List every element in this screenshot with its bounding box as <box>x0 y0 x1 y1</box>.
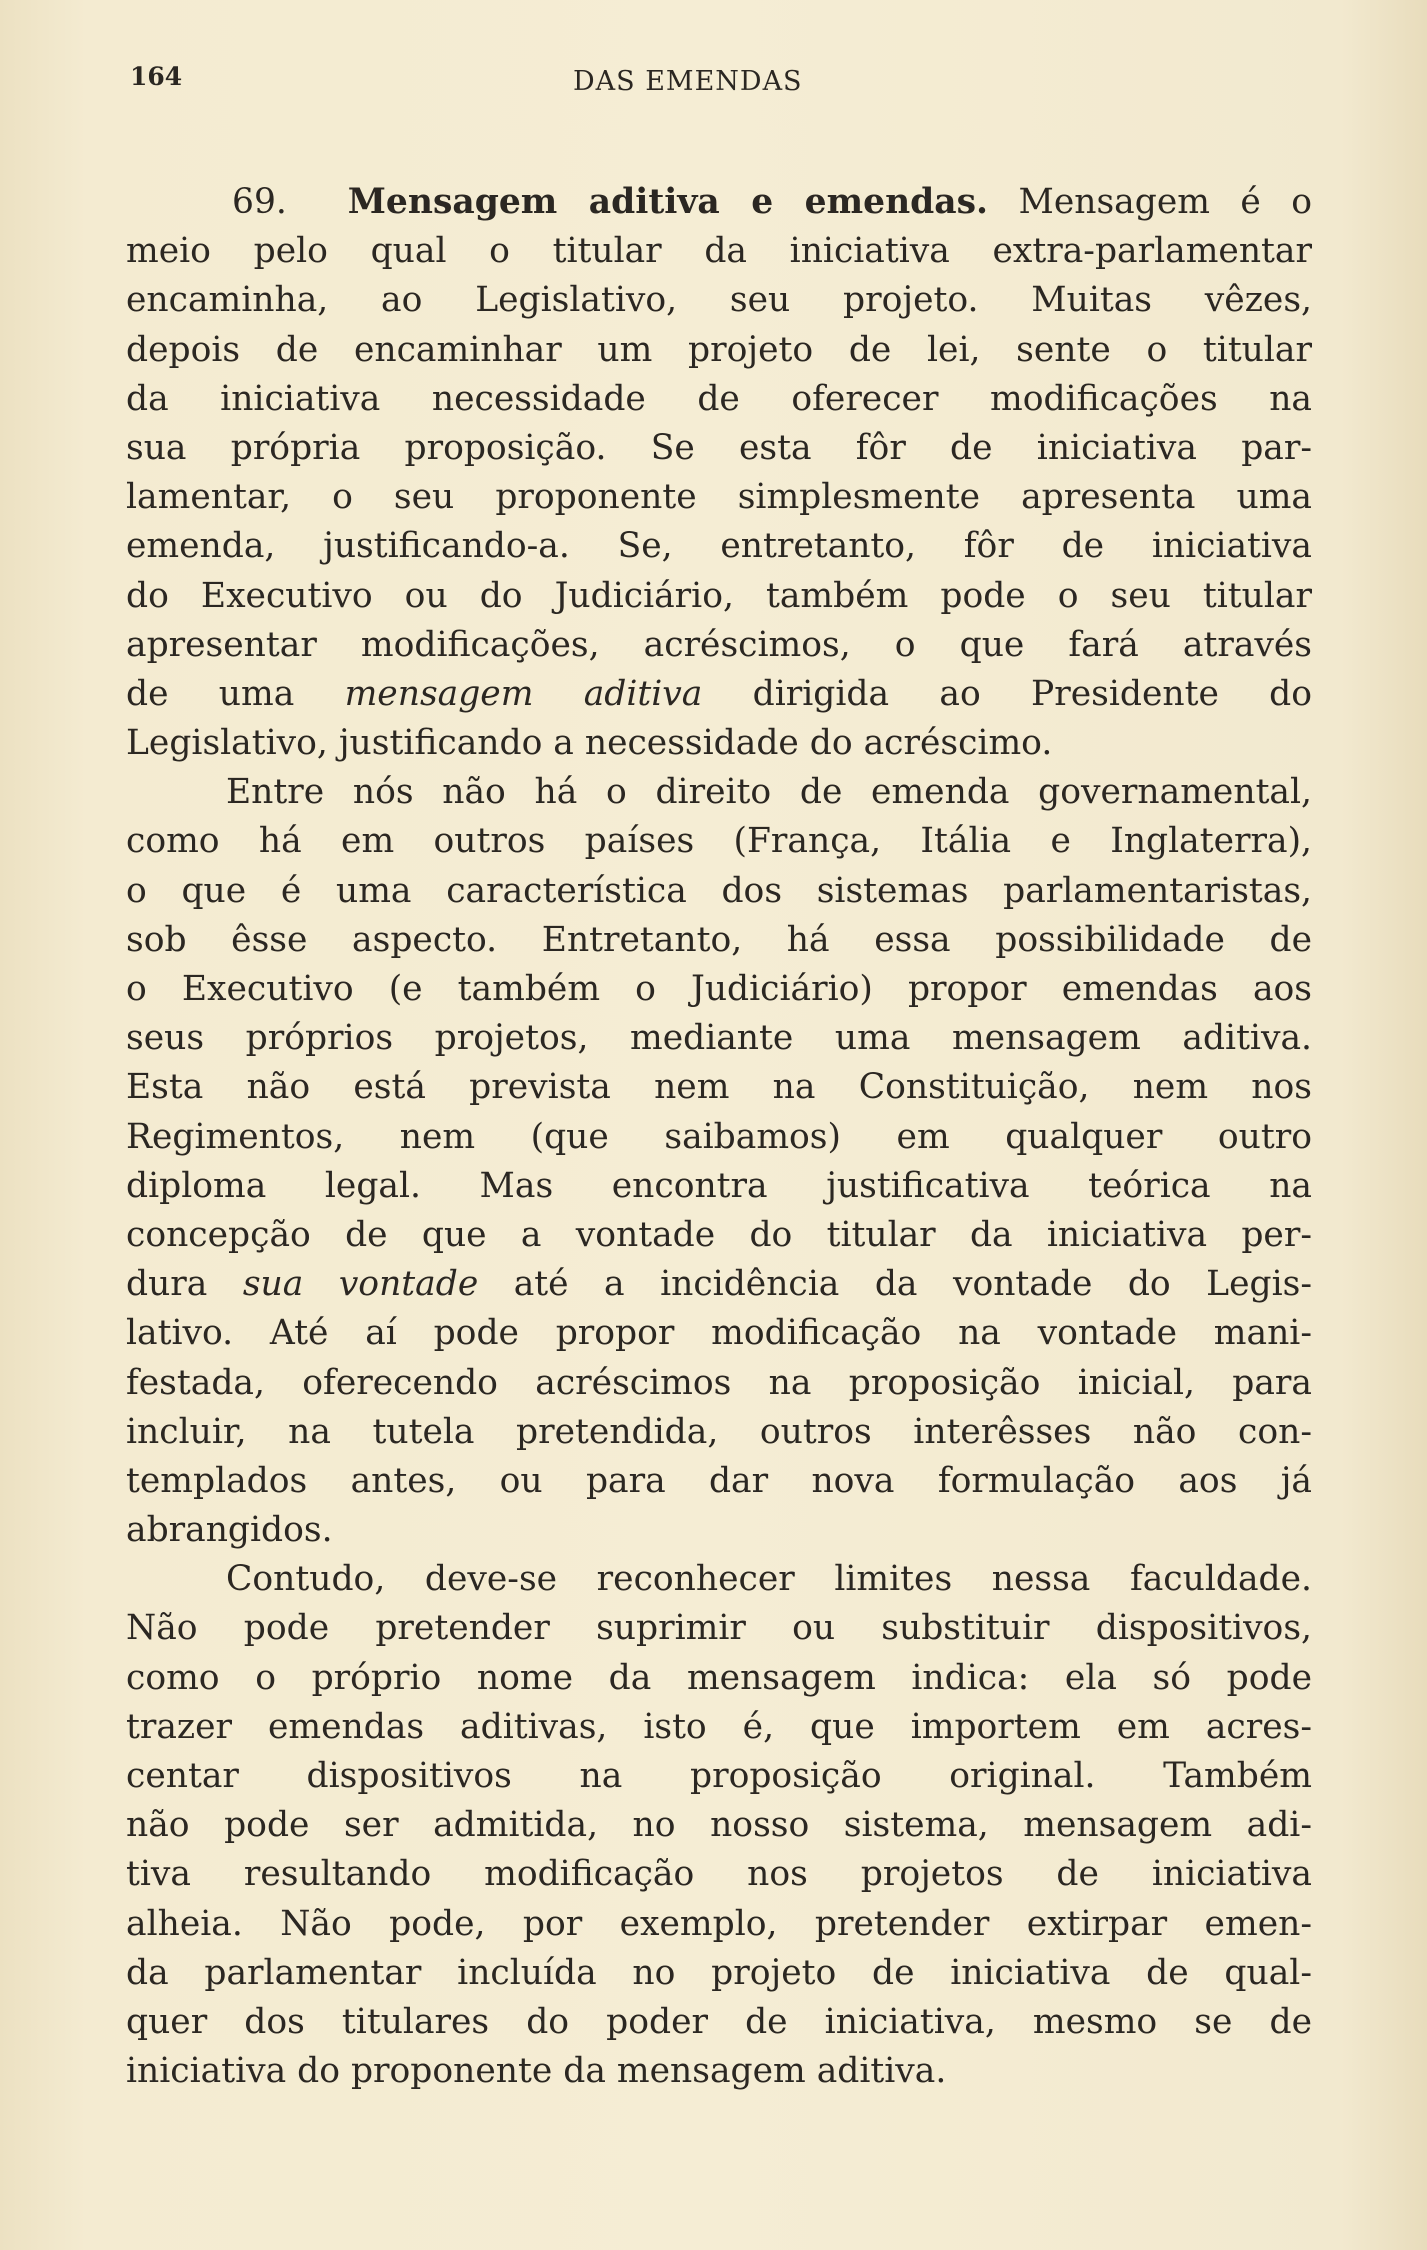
text-line: como o próprio nome da mensagem indica: ela só pode <box>126 1657 1312 1698</box>
text-line: seus próprios projetos, mediante uma mensagem aditiva. <box>126 1018 1312 1059</box>
text-line: da parlamentar incluída no projeto de iniciativa de qual- <box>126 1952 1312 1993</box>
text-line: trazer emendas aditivas, isto é, que importem em acres- <box>126 1706 1312 1747</box>
text-line: de uma mensagem aditiva dirigida ao Presidente do <box>126 673 1313 714</box>
text-line: centar dispositivos na proposição original. Também <box>126 1756 1312 1796</box>
text-line: da iniciativa necessidade de oferecer modificações na <box>126 378 1312 419</box>
italic-term: sua vontade <box>242 1264 479 1305</box>
text-line: como há em outros países (França, Itália e Inglaterra), <box>126 821 1312 862</box>
text-line: Legislativo, justificando a necessidade do acréscimo. <box>126 723 1053 764</box>
text-line: depois de encaminhar um projeto de lei, sente o titular <box>126 329 1312 370</box>
text-line: não pode ser admitida, no nosso sistema, mensagem adi- <box>126 1805 1312 1846</box>
text-line: emenda, justificando-a. Se, entretanto, fôr de iniciativa <box>126 526 1312 567</box>
text-line: Contudo, deve-se reconhecer limites nessa faculdade. <box>226 1559 1312 1600</box>
running-header <box>130 62 1320 102</box>
text-line: Entre nós não há o direito de emenda governamental, <box>226 772 1312 813</box>
text-line: sua própria proposição. Se esta fôr de iniciativa par- <box>126 427 1312 468</box>
text-line: dura sua vontade até a incidência da vontade do Legis- <box>126 1264 1312 1305</box>
text-line <box>126 178 1312 227</box>
text-line: templados antes, ou para dar nova formulação aos já <box>126 1460 1312 1501</box>
paragraph <box>126 768 1312 1555</box>
text-line: Esta não está prevista nem na Constituição, nem nos <box>126 1067 1312 1108</box>
page-number: 164 <box>130 62 183 91</box>
paragraph <box>126 1555 1312 2096</box>
text-line: meio pelo qual o titular da iniciativa extra-parlamentar <box>126 231 1312 272</box>
paragraph <box>126 178 1312 768</box>
line-text: Mensagem é o <box>1018 182 1312 222</box>
text-line: encaminha, ao Legislativo, seu projeto. Muitas vêzes, <box>126 280 1312 321</box>
section-number: 69. <box>232 182 287 222</box>
text-line: o Executivo (e também o Judiciário) propor emendas aos <box>126 969 1312 1009</box>
text-line: lativo. Até aí pode propor modificação na vontade mani- <box>126 1313 1312 1354</box>
text-line: iniciativa do proponente da mensagem aditiva. <box>126 2051 947 2092</box>
section-title: Mensagem aditiva e emendas. <box>347 182 989 222</box>
running-title: DAS EMENDAS <box>573 66 803 97</box>
text-line: Não pode pretender suprimir ou substituir dispositivos, <box>126 1608 1312 1649</box>
text-line: apresentar modificações, acréscimos, o que fará através <box>126 624 1312 665</box>
text-line: Regimentos, nem (que saibamos) em qualquer outro <box>126 1116 1312 1157</box>
text-line: alheia. Não pode, por exemplo, pretender extirpar emen- <box>126 1903 1312 1944</box>
text-line: sob êsse aspecto. Entretanto, há essa possibilidade de <box>126 919 1312 960</box>
body-text <box>126 178 1312 2096</box>
text-line: festada, oferecendo acréscimos na proposição inicial, para <box>126 1362 1312 1403</box>
text-line: do Executivo ou do Judiciário, também pode o seu titular <box>126 575 1312 616</box>
text-line: incluir, na tutela pretendida, outros interêsses não con- <box>126 1411 1312 1452</box>
text-line: tiva resultando modificação nos projetos de iniciativa <box>126 1854 1312 1895</box>
italic-term: mensagem aditiva <box>344 673 703 714</box>
text-line: concepção de que a vontade do titular da iniciativa per- <box>126 1214 1312 1255</box>
text-line: abrangidos. <box>126 1510 333 1551</box>
text-line: quer dos titulares do poder de iniciativa, mesmo se de <box>126 2001 1312 2042</box>
text-line: lamentar, o seu proponente simplesmente apresenta uma <box>126 477 1312 518</box>
text-line: o que é uma característica dos sistemas parlamentaristas, <box>126 870 1312 911</box>
text-line: diploma legal. Mas encontra justificativa teórica na <box>126 1165 1312 1206</box>
